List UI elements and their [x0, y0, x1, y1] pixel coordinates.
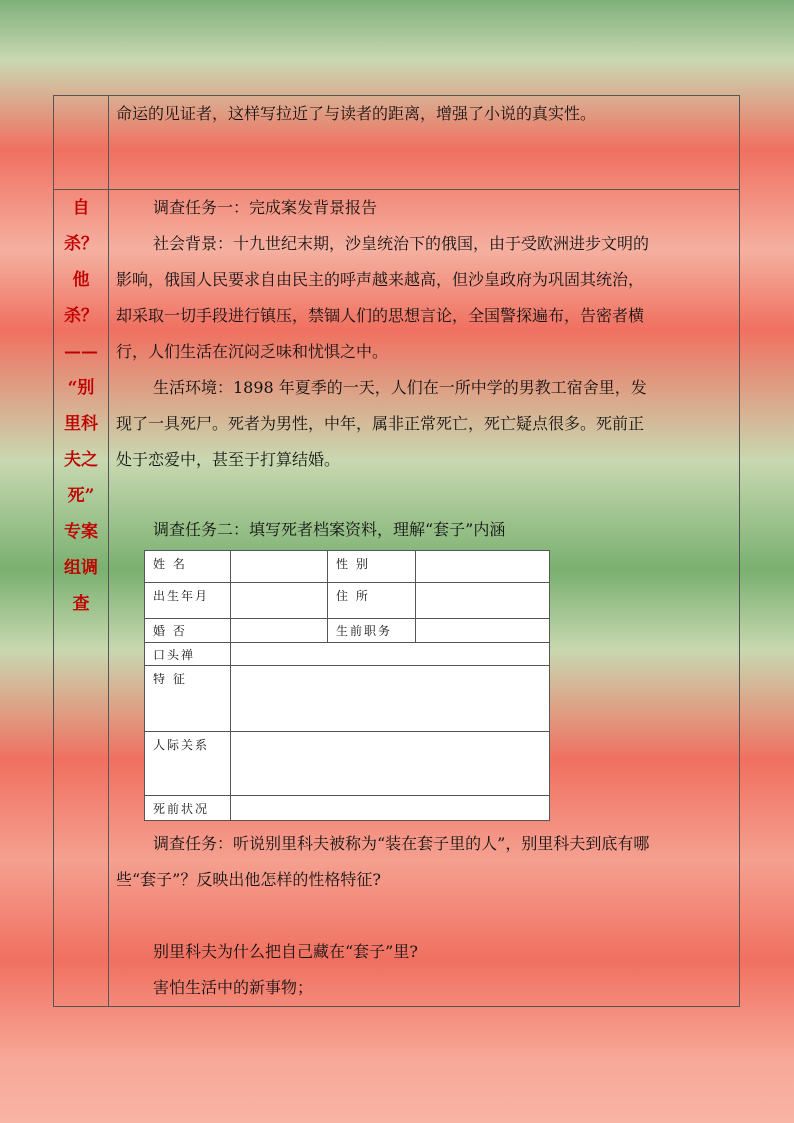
top-row-text: 命运的见证者，这样写拉近了与读者的距离，增强了小说的真实性。 — [116, 104, 597, 123]
job-label: 生前职务 — [328, 619, 416, 643]
social-background-line: 行，人们生活在沉闷乏味和忧惧之中。 — [116, 342, 389, 361]
task3-line: 调查任务：听说别里科夫被称为“装在套子里的人”，别里科夫到底有哪 — [153, 834, 650, 853]
side-line: 他 — [72, 270, 90, 290]
relations-field[interactable] — [231, 732, 550, 796]
social-background-line: 社会背景：十九世纪末期，沙皇统治下的俄国，由于受欧洲进步文明的 — [153, 234, 650, 253]
side-line: 杀？ — [64, 234, 98, 254]
traits-label: 特 征 — [145, 666, 231, 732]
marriage-field[interactable] — [231, 619, 328, 643]
task1-title: 调查任务一：完成案发背景报告 — [153, 198, 378, 217]
side-line: 杀？ — [64, 306, 98, 326]
living-environment-line: 处于恋爱中，甚至于打算结婚。 — [116, 450, 341, 469]
job-field[interactable] — [416, 619, 550, 643]
task3-line: 些“套子”？反映出他怎样的性格特征? — [116, 870, 381, 889]
side-line: 夫之 — [64, 450, 98, 470]
before-death-label: 死前状况 — [145, 796, 231, 821]
living-environment-line: 现了一具死尸。死者为男性，中年，属非正常死亡，死亡疑点很多。死前正 — [116, 414, 645, 433]
catchphrase-label: 口头禅 — [145, 643, 231, 666]
document-table — [53, 95, 740, 1007]
side-line: 里科 — [64, 414, 98, 434]
side-line: 自 — [72, 198, 90, 218]
side-line: 组调 — [64, 558, 98, 578]
task2-title: 调查任务二：填写死者档案资料，理解“套子”内涵 — [153, 520, 506, 539]
address-field[interactable] — [416, 583, 550, 619]
side-line: “别 — [67, 378, 95, 398]
relations-label: 人际关系 — [145, 732, 231, 796]
living-environment-line: 生活环境：1898 年夏季的一天，人们在一所中学的男教工宿舍里，发 — [153, 378, 647, 397]
marriage-label: 婚 否 — [145, 619, 231, 643]
side-line: 查 — [72, 594, 90, 614]
task3-answer: 害怕生活中的新事物； — [153, 978, 314, 997]
before-death-field[interactable] — [231, 796, 550, 821]
name-field[interactable] — [231, 551, 328, 583]
social-background-line: 影响，俄国人民要求自由民主的呼声越来越高，但沙皇政府为巩固其统治， — [116, 270, 645, 289]
side-line: 死” — [67, 486, 95, 506]
side-line: 专案 — [64, 522, 98, 542]
catchphrase-field[interactable] — [231, 643, 550, 666]
column-divider — [108, 96, 109, 1006]
birth-field[interactable] — [231, 583, 328, 619]
traits-field[interactable] — [231, 666, 550, 732]
address-label: 住 所 — [328, 583, 416, 619]
side-heading — [54, 190, 108, 622]
deceased-file-form — [144, 550, 550, 821]
name-label: 姓 名 — [145, 551, 231, 583]
gender-field[interactable] — [416, 551, 550, 583]
side-line: —— — [64, 342, 98, 362]
task3-question: 别里科夫为什么把自己藏在“套子”里? — [153, 942, 418, 961]
birth-label: 出生年月 — [145, 583, 231, 619]
social-background-line: 却采取一切手段进行镇压，禁锢人们的思想言论，全国警探遍布，告密者横 — [116, 306, 645, 325]
gender-label: 性 别 — [328, 551, 416, 583]
